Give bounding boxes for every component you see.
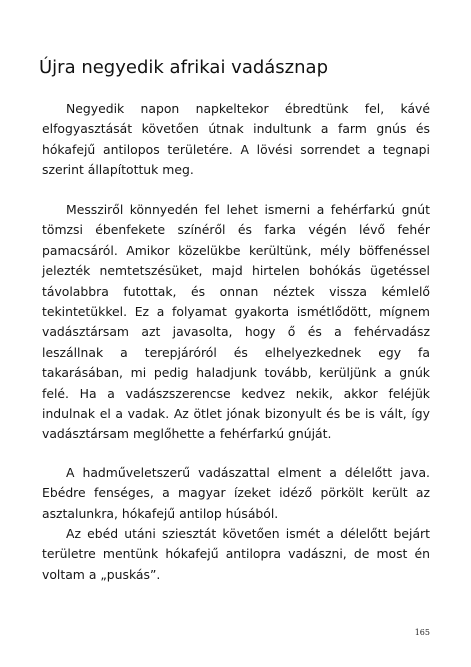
page-number: 165 [414, 628, 430, 637]
paragraph-3-text: A hadműveletszerű vadászattal elment a délelőtt java. Ebédre fenséges, a magyar ízeket idéző pörkölt került az asztalunkra, hókafejű antilop húsából. [42, 465, 430, 521]
paragraph-3 [42, 463, 430, 524]
paragraph-4 [42, 524, 430, 585]
paragraph-1-text: Negyedik napon napkeltekor ébredtünk fel, kávé elfogyasztását követően útnak indultunk a farm gnús és hókafejű antilopos területére. A lövési sorrendet a tegnapi szerint állapítottuk meg. [42, 101, 430, 178]
paragraph-2-text: Messziről könnyedén fel lehet ismerni a fehérfarkú gnút tömzsi ébenfekete színéről és farka végén lévő fehér pamacsáról. Amikor közelükbe kerültünk, mély böffenéssel jelezték nemtetszésüket, majd hirtelen bohókás ügetéssel távolabbra futottak, és onnan néztek vissza kémlelő tekintetükkel. Ez a folyamat gyakorta ismétlődött, mígnem vadásztársam azt javasolta, hogy ő és a fehérvadász leszállnak a terepjáróról és elhelyezkednek egy fa takarásában, mi pedig haladjunk tovább, kerüljünk a gnúk felé. Ha a vadászszerencse kedvez nekik, akkor feléjük indulnak el a vadak. Az ötlet jónak bizonyult és be is vált, így vadásztársam meglőhette a fehérfarkú gnúját. [42, 202, 430, 442]
chapter-title: Újra negyedik afrikai vadásznap [39, 57, 328, 78]
paragraph-2 [42, 200, 430, 445]
paragraph-1 [42, 99, 430, 181]
paragraph-4-text: Az ebéd utáni sziesztát követően ismét a délelőtt bejárt területre mentünk hókafejű antilopra vadászni, de most én voltam a „puskás”. [42, 526, 430, 582]
